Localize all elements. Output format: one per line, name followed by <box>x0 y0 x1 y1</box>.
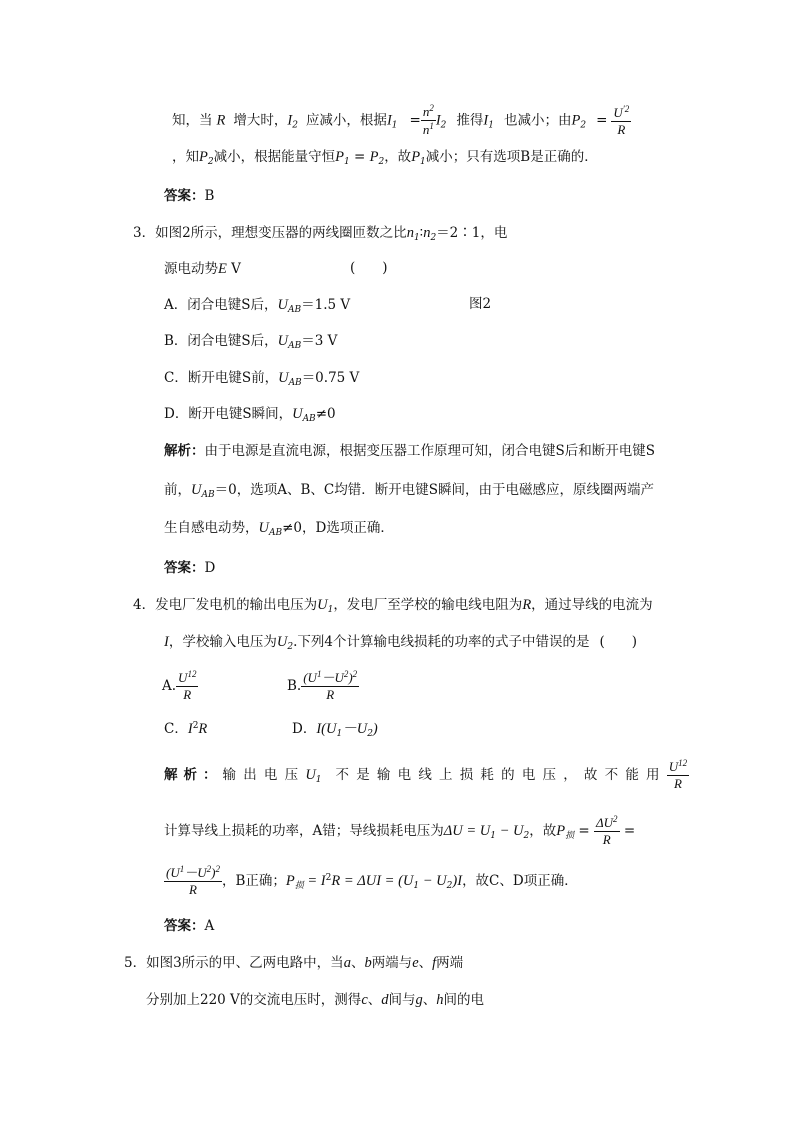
expr: )I <box>452 872 463 889</box>
sub: 2 <box>367 729 373 739</box>
var-P2: P <box>571 112 581 129</box>
text: 5．如图3所示的甲、乙两电路中，当 <box>124 955 344 971</box>
sub: 1 <box>413 233 420 243</box>
sub: AB <box>287 305 302 315</box>
q5-stem-line-2 <box>146 993 484 1008</box>
expr: I(U <box>316 721 337 737</box>
expr: I <box>187 721 193 737</box>
var-I2: I <box>287 112 293 129</box>
sup: 1 <box>429 121 434 132</box>
option-letter: A. <box>162 677 177 694</box>
text: 4．发电厂发电机的输出电压为 <box>133 597 318 613</box>
q4-explanation-line-3 <box>164 865 578 898</box>
expr: − U <box>419 872 447 889</box>
answer-q4 <box>164 920 214 934</box>
q4-option-a <box>162 670 198 703</box>
text: 两端与 <box>371 955 413 971</box>
text: 前， <box>164 482 191 498</box>
var-I1: I <box>386 112 392 129</box>
text: 间的电 <box>443 992 484 1008</box>
var-P2: P <box>199 149 208 165</box>
text: ＝2∶1，电 <box>436 225 508 241</box>
sub: 2 <box>446 880 453 891</box>
text: 增大时， <box>233 112 288 129</box>
text: V <box>226 261 241 277</box>
sub: 2 <box>378 157 385 167</box>
den: n <box>422 122 430 138</box>
figure-label: 图2 <box>469 296 492 312</box>
text: 减小，根据能量守恒 <box>213 149 336 165</box>
sub: 1 <box>413 880 420 891</box>
text: B．闭合电键S后， <box>164 333 278 349</box>
text: C．断开电键S前， <box>164 370 279 386</box>
sup: 2 <box>215 864 220 874</box>
explanation-line-1 <box>172 104 631 138</box>
sup: ′2 <box>622 103 630 114</box>
text: 知，当 <box>172 112 213 129</box>
var-U: U <box>258 520 269 536</box>
q3-stem-line-2 <box>164 262 241 277</box>
q3-option-b <box>164 334 337 351</box>
den: R <box>326 687 335 703</box>
num: ) <box>348 670 353 685</box>
answer-value: D <box>204 560 216 576</box>
fraction <box>301 670 359 703</box>
sup: 2 <box>343 669 349 679</box>
expr: = I <box>303 872 326 889</box>
den: R <box>189 882 197 898</box>
answer-q3 <box>164 562 215 576</box>
var-e: e <box>412 955 419 971</box>
sup: 1 <box>179 864 185 874</box>
text: D．断开电键S瞬间， <box>164 406 293 422</box>
var-R: R <box>522 597 532 613</box>
num: －U <box>184 865 207 880</box>
sub: 2 <box>580 120 587 131</box>
answer-label: 答案： <box>164 918 205 934</box>
num: －U <box>321 670 344 685</box>
sub: 1 <box>391 120 398 131</box>
text: 两端 <box>436 955 464 971</box>
sub: 1 <box>336 729 343 739</box>
den: R <box>673 776 682 792</box>
q4-option-b <box>287 670 359 703</box>
expr: －U <box>342 721 368 737</box>
sub: 1 <box>420 157 426 167</box>
sub: AB <box>201 490 215 500</box>
text: ，故 <box>529 822 557 839</box>
equals: = <box>619 822 636 839</box>
var-d: d <box>381 992 389 1008</box>
sep: 、 <box>367 992 382 1008</box>
q3-explanation-line-1 <box>164 445 655 459</box>
answer-label: 答案： <box>164 188 205 204</box>
sup: 2 <box>325 872 332 883</box>
sub: 2 <box>440 120 447 131</box>
option-letter: B. <box>287 677 302 694</box>
var-h: h <box>436 992 444 1008</box>
q4-stem-line-2 <box>164 635 637 652</box>
text: 间与 <box>388 992 416 1008</box>
sub: AB <box>268 528 283 538</box>
sub: AB <box>288 378 302 388</box>
equals: = <box>574 822 595 839</box>
var-c: c <box>361 992 368 1008</box>
answer-value: A <box>204 918 215 934</box>
text: A．闭合电键S后， <box>164 297 278 313</box>
sup: 2 <box>192 721 199 731</box>
var-U: U <box>191 482 202 498</box>
sub: 损 <box>565 830 575 841</box>
var-P: P <box>556 822 566 839</box>
q3-option-c <box>164 371 359 388</box>
text: 由于电源是直流电源，根据变压器工作原理可知，闭合电键S后和断开电键S <box>204 443 655 459</box>
sub: 2 <box>287 642 294 652</box>
expr: ΔU = U <box>443 822 491 839</box>
sub: 2 <box>430 233 437 243</box>
sub: AB <box>302 414 316 424</box>
var-n2: n <box>423 225 431 241</box>
q4-option-c <box>164 722 207 737</box>
num: U <box>668 759 679 774</box>
var-R: R <box>216 112 226 129</box>
sep: 、 <box>418 955 433 971</box>
text: ，通过导线的电流为 <box>531 597 653 613</box>
num: U <box>178 670 188 685</box>
den: R <box>602 832 611 848</box>
var-b: b <box>364 955 372 971</box>
var-I2: I <box>435 112 441 129</box>
var-P2: P <box>369 149 379 165</box>
num: (U <box>166 865 180 880</box>
num: n <box>422 104 430 119</box>
q4-stem-line-1 <box>133 598 653 615</box>
sup: 12 <box>678 758 688 768</box>
expr: − U <box>495 822 524 839</box>
q4-explanation-line-2 <box>164 815 635 848</box>
q4-option-d <box>292 722 378 739</box>
var-E: E <box>218 261 227 277</box>
q3-option-a <box>164 298 350 315</box>
var-P1: P <box>335 149 344 165</box>
explanation-label: 解析： <box>164 443 205 459</box>
q3-explanation-line-3 <box>164 521 394 538</box>
answer-bracket: ( ) <box>599 634 637 650</box>
text: 减小；只有选项B是正确的． <box>425 149 598 165</box>
value: ＝0.75 V <box>301 370 360 386</box>
sep: 、 <box>422 992 437 1008</box>
sup: 1 <box>316 669 322 679</box>
fraction <box>667 759 689 792</box>
var-a: a <box>343 955 351 971</box>
fraction <box>176 670 198 703</box>
q4-explanation-line-1 <box>164 759 689 792</box>
var-I1: I <box>483 112 489 129</box>
colon: ∶ <box>419 225 424 241</box>
sup: 2 <box>429 103 434 113</box>
fraction-U2-R <box>611 105 631 138</box>
equals: = <box>409 112 421 129</box>
text: 应减小，根据 <box>305 112 387 129</box>
sub: 1 <box>315 774 322 785</box>
sup: 12 <box>187 669 197 679</box>
var-P1: P <box>411 149 421 165</box>
answer-label: 答案： <box>164 560 205 576</box>
text: 推得 <box>456 112 484 129</box>
var-P: P <box>285 872 295 889</box>
sup: 2 <box>613 814 618 824</box>
sub: 1 <box>327 605 334 615</box>
sub: 损 <box>294 880 304 891</box>
text: ，故C、D项正确． <box>462 872 578 889</box>
var-g: g <box>415 992 423 1008</box>
var-n1: n <box>406 225 414 241</box>
sup: 2 <box>206 864 212 874</box>
text: ，发电厂至学校的输电线电阻为 <box>333 597 523 613</box>
text: 输出电压 <box>222 766 306 783</box>
var-U: U <box>277 333 289 349</box>
answer-value: B <box>204 188 215 204</box>
den: R <box>183 687 192 703</box>
q5-stem-line-1 <box>124 956 463 971</box>
text: ，故 <box>384 149 412 165</box>
text: 3．如图2所示，理想变压器的两线圈匝数之比 <box>133 225 407 241</box>
sub: 1 <box>488 120 494 131</box>
fraction <box>164 865 222 898</box>
var-U1: U <box>305 766 316 783</box>
q3-explanation-line-2 <box>164 483 654 500</box>
var-U: U <box>277 297 288 313</box>
q3-option-d <box>164 407 336 424</box>
equals: = <box>596 112 608 129</box>
num: ) <box>211 865 216 880</box>
sub: AB <box>288 341 302 351</box>
text: ，知 <box>172 149 199 165</box>
den: R <box>617 121 626 137</box>
sub: 1 <box>343 157 350 167</box>
sup: 2 <box>352 669 358 679</box>
var-U: U <box>278 370 289 386</box>
text: 也减小；由 <box>503 112 572 129</box>
text: 不是输电线上损耗的电压，故不能用 <box>335 766 667 783</box>
var-I: I <box>164 634 169 650</box>
equals: = <box>349 149 370 165</box>
explanation-label: 解析： <box>164 766 223 783</box>
text: 分别加上220 V的交流电压时，测得 <box>146 992 362 1008</box>
num: U <box>613 104 623 120</box>
text: ≠0，D选项正确． <box>282 520 394 536</box>
var-U: U <box>292 406 303 422</box>
expr: R <box>198 721 208 737</box>
value: ＝3 V <box>301 333 338 349</box>
text: .下列4个计算输电线损耗的功率的式子中错误的是 <box>293 634 590 650</box>
text: 生自感电动势， <box>164 520 259 536</box>
text: ，B正确； <box>221 872 286 889</box>
explanation-line-2 <box>172 150 598 167</box>
option-letter: C． <box>164 721 188 737</box>
var-U2: U <box>276 634 288 650</box>
q3-stem-line-1 <box>133 226 507 243</box>
var-f: f <box>432 955 437 971</box>
sub: 2 <box>292 120 298 131</box>
num: (U <box>303 670 317 685</box>
sub: 1 <box>490 830 496 841</box>
sep: 、 <box>350 955 365 971</box>
text: 计算导线上损耗的功率，A错；导线损耗电压为 <box>164 822 444 839</box>
q3-answer-bracket: ( ) <box>350 260 388 276</box>
fraction <box>594 815 620 848</box>
var-U1: U <box>317 597 328 613</box>
option-letter: D． <box>292 721 317 737</box>
sub: 2 <box>207 157 214 167</box>
text: 源电动势 <box>164 261 218 277</box>
fraction-n2-n1 <box>421 104 436 138</box>
value: ＝1.5 V <box>301 297 351 313</box>
value: ≠0 <box>315 406 336 422</box>
expr: R = ΔUI = (U <box>331 872 414 889</box>
expr: ) <box>372 721 378 737</box>
text: ，学校输入电压为 <box>168 634 277 650</box>
num: ΔU <box>596 815 614 830</box>
answer-q2 <box>164 190 214 204</box>
sub: 2 <box>523 830 530 841</box>
text: ＝0，选项A、B、C均错．断开电键S瞬间，由于电磁感应，原线圈两端产 <box>214 482 654 498</box>
